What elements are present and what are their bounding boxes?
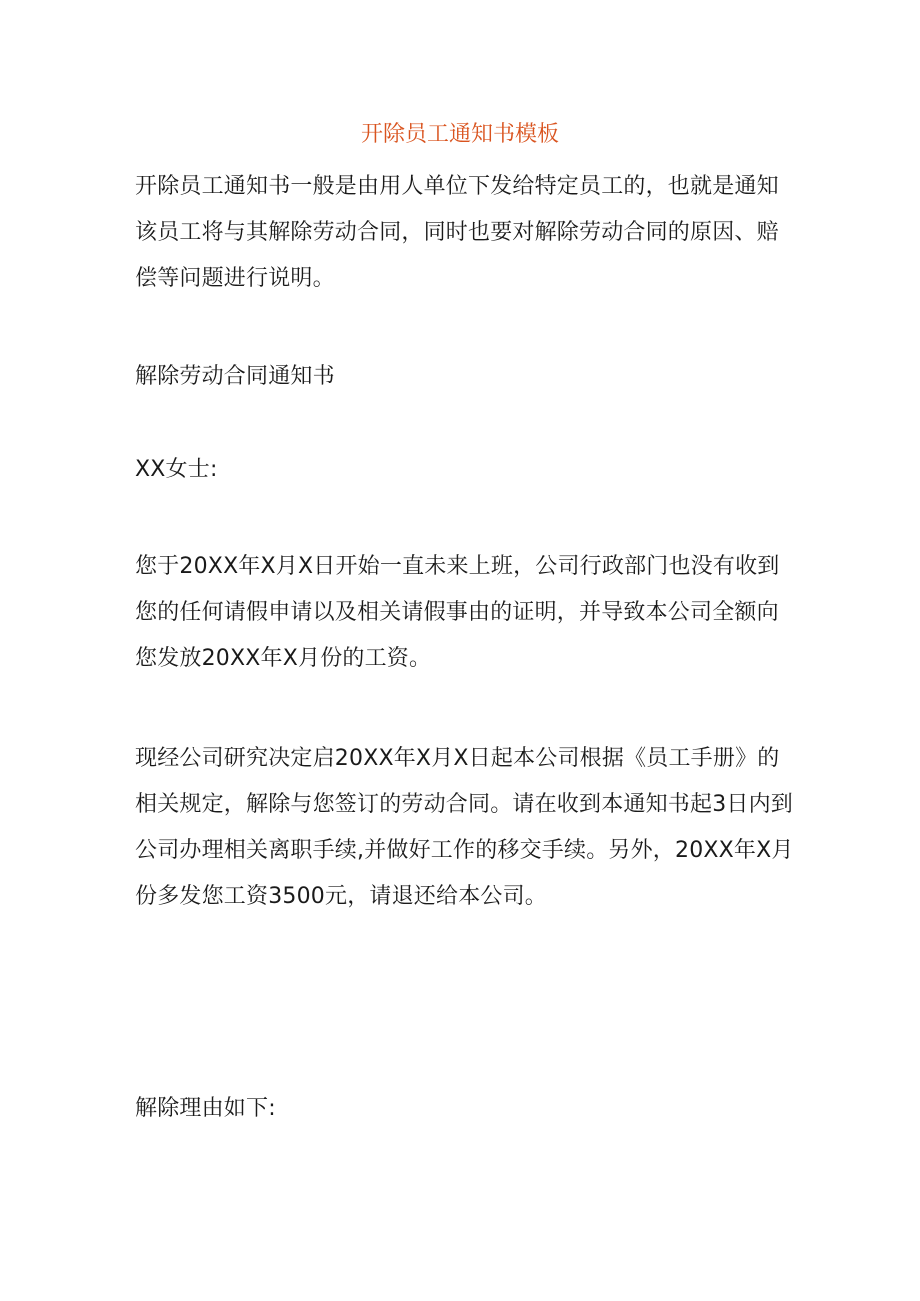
notice-heading: 解除劳动合同通知书 (135, 364, 335, 389)
absence-paragraph: 您于20XX年X月X日开始一直未来上班，公司行政部门也没有收到您的任何请假申请以及相关请假事由的证明，并导致本公司全额向您发放20XX年X月份的工资。 (135, 554, 780, 671)
intro-paragraph: 开除员工通知书一般是由用人单位下发给特定员工的，也就是通知该员工将与其解除劳动合同，同时也要对解除劳动合同的原因、赔偿等问题进行说明。 (135, 174, 779, 291)
reasons-heading: 解除理由如下: (135, 1096, 276, 1121)
salutation: XX女士: (135, 457, 218, 482)
document-title: 开除员工通知书模板 (360, 122, 559, 147)
termination-paragraph: 现经公司研究决定启20XX年X月X日起本公司根据《员工手册》的相关规定，解除与您签订的劳动合同。请在收到本通知书起3日内到公司办理相关离职手续,并做好工作的移交手续。另外，20XX年X月份多发您工资3500元，请退还给本公司。 (135, 746, 794, 909)
